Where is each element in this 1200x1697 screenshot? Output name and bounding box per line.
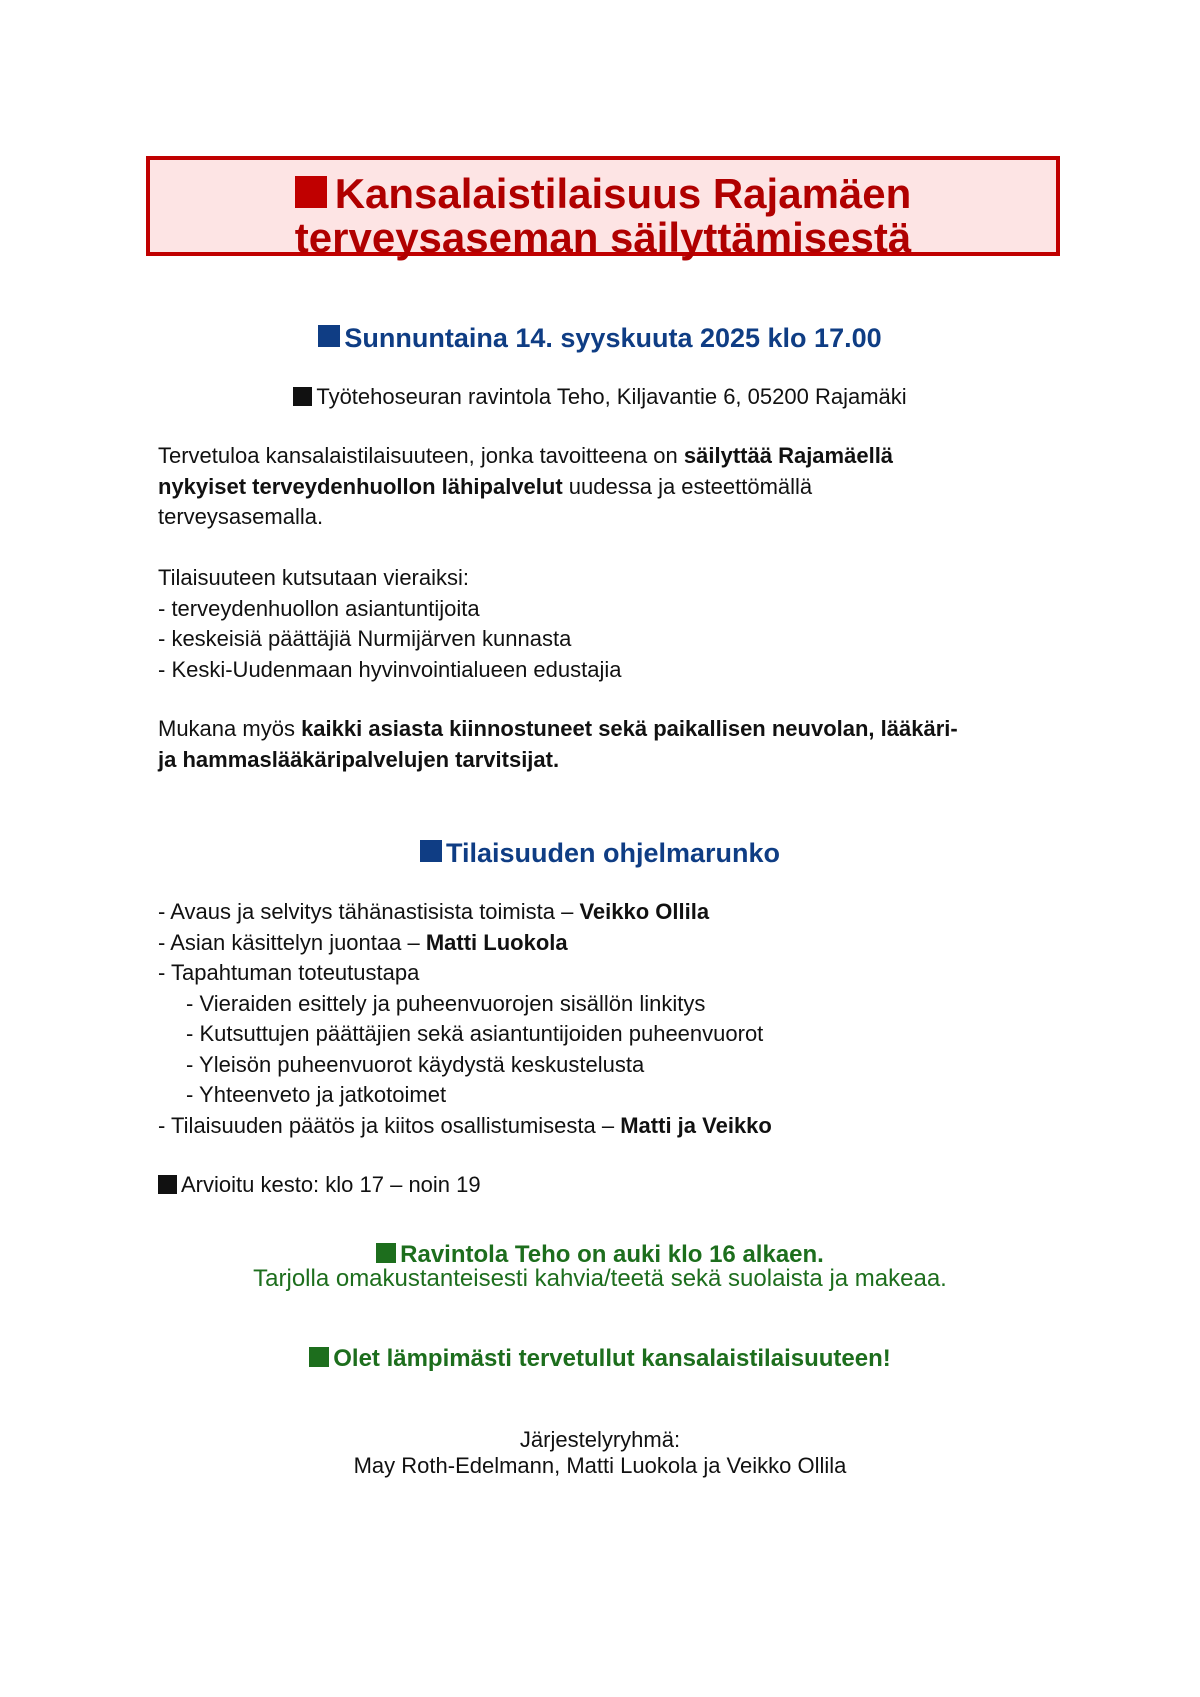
program-item-2-person: Matti Luokola xyxy=(425,929,568,955)
organizers-label: Järjestelyryhmä: xyxy=(519,1427,681,1452)
green-square-icon xyxy=(376,1243,396,1263)
program-subitem: - Vieraiden esittely ja puheenvuorojen sisällön linkitys xyxy=(186,990,706,1016)
audience-paragraph xyxy=(158,714,1058,775)
program-subitem: - Yhteenveto ja jatkotoimet xyxy=(186,1082,447,1107)
program-heading xyxy=(0,838,1200,869)
intro-text-after: uudessa ja esteettömällä xyxy=(562,473,813,499)
title-line-1 xyxy=(150,172,1056,216)
black-square-icon xyxy=(293,387,312,406)
organizers-names: May Roth-Edelmann, Matti Luokola ja Veikko Ollila xyxy=(353,1453,847,1478)
program-item-1-text: - Avaus ja selvitys tähänastisista toimista – xyxy=(158,899,580,924)
restaurant-line-2: Tarjolla omakustanteisesti kahvia/teetä sekä suolaista ja makeaa. xyxy=(253,1265,947,1292)
blue-square-icon xyxy=(318,325,340,347)
title-line-2: terveysaseman säilyttämisestä xyxy=(294,214,912,261)
intro-paragraph xyxy=(158,441,1058,533)
blue-square-icon xyxy=(420,840,442,862)
audience-bold-2: ja hammaslääkäripalvelujen tarvitsijat. xyxy=(158,746,560,772)
event-venue xyxy=(0,384,1200,410)
program-subitem: - Kutsuttujen päättäjien sekä asiantuntijoiden puheenvuorot xyxy=(186,1021,764,1046)
audience-text-before: Mukana myös xyxy=(158,716,302,741)
list-item: - terveydenhuollon asiantuntijoita xyxy=(158,595,480,621)
restaurant-line-1-text: Ravintola Teho on auki klo 16 alkaen. xyxy=(400,1241,824,1268)
program-subitem: - Yleisön puheenvuorot käydystä keskustelusta xyxy=(186,1051,645,1077)
intro-line-3: terveysasemalla. xyxy=(158,504,324,529)
program-item-1-person: Veikko Ollila xyxy=(579,899,710,924)
title-line-1-text: Kansalaistilaisuus Rajamäen xyxy=(334,170,912,217)
program-item-2-text: - Asian käsittelyn juontaa – xyxy=(158,929,426,955)
title-box xyxy=(146,156,1060,261)
duration-text: Arvioitu kesto: klo 17 – noin 19 xyxy=(181,1172,481,1197)
black-square-icon xyxy=(158,1175,177,1194)
event-venue-text: Työtehoseuran ravintola Teho, Kiljavantie 6, 05200 Rajamäki xyxy=(316,384,907,409)
event-date-text: Sunnuntaina 14. syyskuuta 2025 klo 17.00 xyxy=(344,323,882,353)
intro-bold-1: säilyttää Rajamäellä xyxy=(683,443,894,468)
page-title xyxy=(150,172,1056,260)
intro-text-before: Tervetuloa kansalaistilaisuuteen, jonka tavoitteena on xyxy=(158,443,684,468)
program-item-4 xyxy=(158,1111,1058,1142)
welcome-message-text: Olet lämpimästi tervetullut kansalaistilaisuuteen! xyxy=(333,1345,891,1372)
program-item-2 xyxy=(158,928,1058,959)
duration xyxy=(158,1172,481,1198)
list-item: - Keski-Uudenmaan hyvinvointialueen edustajia xyxy=(158,656,622,682)
event-date xyxy=(0,323,1200,354)
program-item-1 xyxy=(158,897,1058,928)
program-heading-text: Tilaisuuden ohjelmarunko xyxy=(445,838,781,868)
program-item-4-person: Matti ja Veikko xyxy=(620,1112,772,1138)
guests-paragraph xyxy=(158,563,1058,685)
intro-bold-2: nykyiset terveydenhuollon lähipalvelut xyxy=(158,473,563,499)
guests-lead: Tilaisuuteen kutsutaan vieraiksi: xyxy=(158,565,470,590)
green-square-icon xyxy=(309,1347,329,1367)
welcome-message xyxy=(0,1345,1200,1373)
red-square-icon xyxy=(295,176,327,208)
program-item-4-text: - Tilaisuuden päätös ja kiitos osallistumisesta – xyxy=(158,1112,621,1138)
program-list xyxy=(158,897,1058,1141)
list-item: - keskeisiä päättäjiä Nurmijärven kunnasta xyxy=(158,626,572,651)
audience-bold-1: kaikki asiasta kiinnostuneet sekä paikallisen neuvolan, lääkäri- xyxy=(301,716,958,741)
program-item-3: - Tapahtuman toteutustapa xyxy=(158,960,420,985)
